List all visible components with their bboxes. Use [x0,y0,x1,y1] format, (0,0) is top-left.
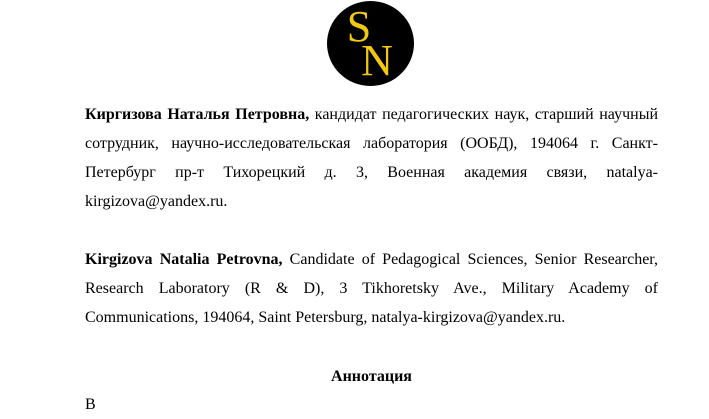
author-info-english [85,245,658,332]
author-name-russian: Киргизова Наталья Петровна, [85,106,310,123]
logo-letter-s: S [346,2,372,51]
author-info-russian [85,100,658,216]
author-name-english: Kirgizova Natalia Petrovna, [85,251,283,268]
abstract-heading: Аннотация [331,368,412,385]
author-details-russian: кандидат педагогических наук, старший научный сотрудник, научно-исследовательская лаборатория (ООБД), 194064 г. Санкт-Петербург пр-т Тихорецкий д. 3, Военная академия связи, natalya-kirgizova@yandex.ru. [85,106,659,210]
author-details-english: Candidate of Pedagogical Sciences, Senior Researcher, Research Laboratory (R & D), 3 Tikhoretsky Ave., Military Academy of Communications, 194064, Saint Petersburg, natalya-kirgizova@yandex.ru. [85,251,658,326]
logo-monogram-icon [327,1,414,86]
journal-logo [327,1,414,86]
abstract-first-line: В [85,396,96,413]
logo-letter-n: N [361,36,393,85]
